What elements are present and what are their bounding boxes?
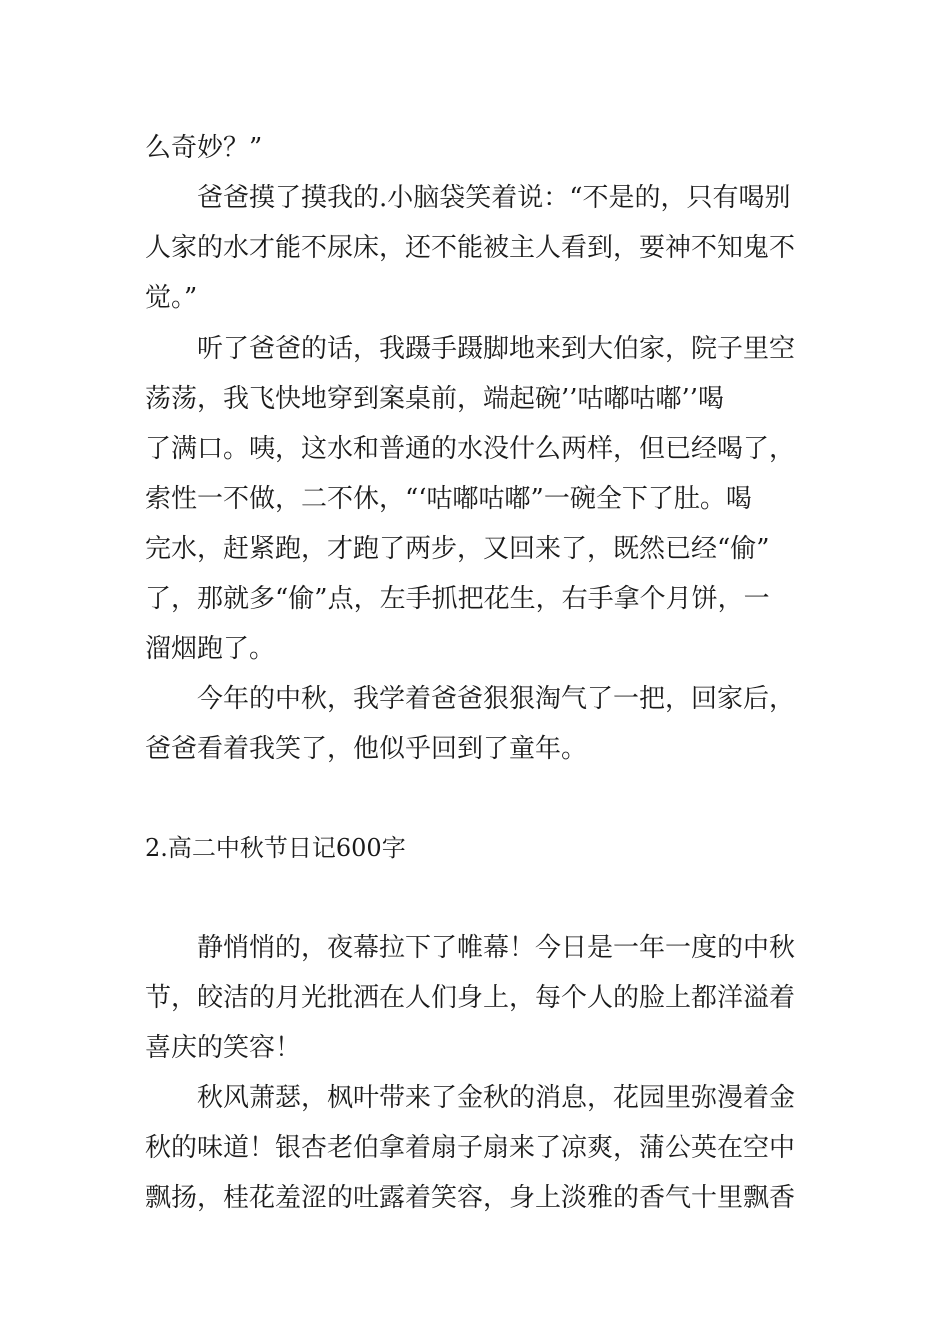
paragraph-start-line: 静悄悄的，夜幕拉下了帷幕！今日是一年一度的中秋 [197, 933, 796, 963]
section-heading: 2.高二中秋节日记600字 [145, 834, 406, 862]
text-line: 了满口。咦，这水和普通的水没什么两样，但已经喝了， [145, 434, 796, 464]
text-line: 索性一不做，二不休，“‘咕嘟咕嘟”一碗全下了肚。喝 [145, 484, 752, 514]
text-line: 么奇妙？” [145, 133, 263, 163]
text-line: 荡荡，我飞快地穿到案桌前，端起碗’’咕嘟咕嘟’’喝 [145, 384, 725, 414]
text-line: 秋的味道！银杏老伯拿着扇子扇来了凉爽，蒲公英在空中 [145, 1133, 796, 1163]
paragraph-start-line: 今年的中秋，我学着爸爸狠狠淘气了一把，回家后， [197, 684, 796, 714]
text-line: 溜烟跑了。 [145, 634, 276, 664]
text-line: 了，那就多“偷”点，左手抓把花生，右手拿个月饼，一 [145, 584, 770, 614]
text-line: 人家的水才能不尿床，还不能被主人看到，要神不知鬼不 [145, 233, 796, 263]
text-line: 爸爸看着我笑了，他似乎回到了童年。 [145, 734, 588, 764]
paragraph-start-line: 爸爸摸了摸我的.小脑袋笑着说：“不是的，只有喝别 [197, 183, 791, 213]
text-line: 觉。” [145, 283, 198, 313]
text-line: 完水，赶紧跑，才跑了两步，又回来了，既然已经“偷” [145, 534, 770, 564]
text-line: 喜庆的笑容！ [145, 1033, 302, 1063]
text-line: 节，皎洁的月光批洒在人们身上，每个人的脸上都洋溢着 [145, 983, 796, 1013]
paragraph-start-line: 听了爸爸的话，我蹑手蹑脚地来到大伯家，院子里空 [197, 334, 796, 364]
paragraph-start-line: 秋风萧瑟，枫叶带来了金秋的消息，花园里弥漫着金 [197, 1083, 796, 1113]
text-line: 飘扬，桂花羞涩的吐露着笑容，身上淡雅的香气十里飘香 [145, 1183, 796, 1213]
